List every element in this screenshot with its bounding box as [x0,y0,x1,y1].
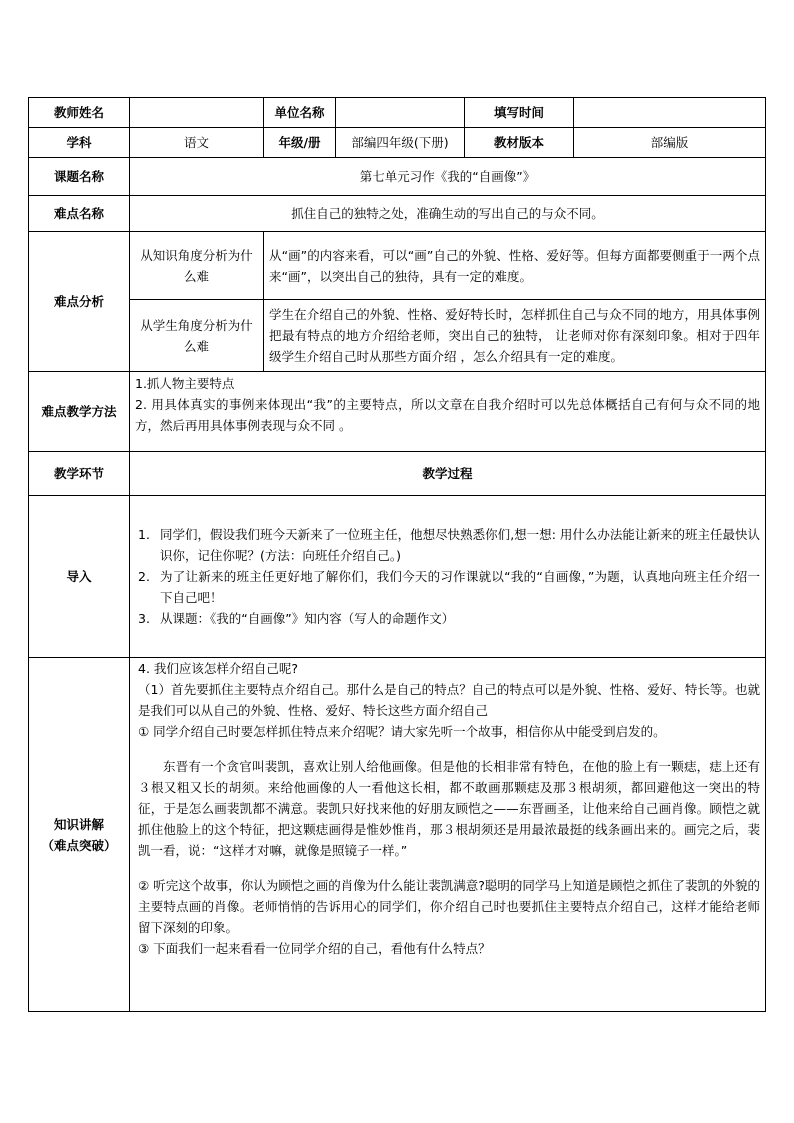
analysis-knowledge-row [29,232,766,300]
intro-item-text: 同学们，假设我们班今天新来了一位班主任，他想尽快熟悉你们,想一想: 用什么办法能让新来的班主任最快认识你，记住你呢？(方法：向班任介绍自己。) [160,527,760,563]
knowledge-paragraph-1: 4. 我们应该怎样介绍自己呢? [138,661,299,676]
unit-name-value [336,98,465,128]
knowledge-label [29,658,130,1012]
method-line-2: 2. 用具体真实的事例来体现出“我”的主要特点，所以文章在自我介绍时可以先总体概括自己有何与众不同的地方，然后再用具体事例表现与众不同 。 [135,397,760,433]
knowledge-paragraph-3: ① 同学介绍自己时要怎样抓住特点来介绍呢？请大家先听一个故事，相信你从中能受到启发的。 [138,724,666,739]
edition-label: 教材版本 [465,128,574,158]
edition-value: 部编版 [574,128,766,158]
topic-row [29,158,766,196]
process-label: 教学过程 [130,452,766,496]
knowledge-angle-text: 从“画”的内容来看，可以“画”自己的外貌、性格、爱好等。但每方面都要侧重于一两个点来“画”，以突出自己的独待，具有一定的难度。 [264,232,766,300]
intro-item-number: 1. [138,527,150,542]
student-angle-text: 学生在介绍自己的外貌、性格、爱好特长时，怎样抓住自己与众不同的地方，用具体事例把最有特点的地方介绍给老师，突出自己的独特， 让老师对你有深刻印象。相对于四年级学生介绍自己时从那些方面介绍 ，怎么介绍具有一定的难度。 [264,300,766,372]
knowledge-paragraph-5: ③ 下面我们一起来看看一位同学介绍的自己，看他有什么特点？ [138,941,491,956]
knowledge-paragraph-4: ② 听完这个故事，你认为顾恺之画的肖像为什么能让裴凯满意?聪明的同学马上知道是顾恺之抓住了裴凯的外貌的主要特点画的肖像。老师悄悄的告诉用心的同学们，你介绍自己时也要抓住主要特点介绍自己，这样才能给老师留下深刻的印象。 [138,878,760,935]
header-row-1 [29,98,766,128]
analysis-student-row [29,300,766,372]
intro-item [138,566,760,608]
method-content [130,372,766,452]
lesson-plan-table [28,97,766,1012]
subject-label: 学科 [29,128,130,158]
intro-content [130,496,766,658]
intro-item-text: 从课题：《我的“自画像”》知内容（写人的命题作文） [160,611,455,626]
fill-date-label: 填写时间 [465,98,574,128]
subject-value: 语文 [130,128,264,158]
intro-item-text: 为了让新来的班主任更好地了解你们，我们今天的习作课就以“我的“自画像，”为题，认真地向班主任介绍一下自己吧！ [160,569,760,605]
intro-label: 导入 [29,496,130,658]
process-header-row [29,452,766,496]
difficulty-row [29,196,766,232]
student-angle-label: 从学生角度分析为什么难 [130,300,264,372]
topic-value: 第七单元习作《我的“自画像”》 [130,158,766,196]
difficulty-label: 难点名称 [29,196,130,232]
intro-item [138,608,760,629]
analysis-label: 难点分析 [29,232,130,372]
header-row-2 [29,128,766,158]
story-paragraph: 东晋有一个贪官叫裴凯，喜欢让别人给他画像。但是他的长相非常有特色，在他的脸上有一颗痣，痣上还有３根又粗又长的胡须。来给他画像的人一看他这长相，都不敢画那颗痣及那３根胡须，都回避他这一突出的特征，于是怎么画裴凯都不满意。裴凯只好找来他的好朋友顾恺之——东晋画圣，让他来给自己画肖像。顾恺之就抓住他脸上的这个特征，把这颗痣画得是惟妙惟肖，那３根胡须还是用最浓最挺的线条画出来的。画完之后，裴凯一看，说：“这样才对嘛，就像是照镜子一样。” [138,759,760,858]
grade-label: 年级/册 [264,128,336,158]
difficulty-value: 抓住自己的独特之处，准确生动的写出自己的与众不同。 [130,196,766,232]
topic-label: 课题名称 [29,158,130,196]
method-line-1: 1.抓人物主要特点 [135,376,235,391]
unit-name-label: 单位名称 [264,98,336,128]
spacer [138,742,760,756]
intro-row [29,496,766,658]
intro-item-number: 2. [138,569,150,584]
teacher-name-value [130,98,264,128]
grade-value: 部编四年级(下册) [336,128,465,158]
knowledge-label-line-2: （难点突破） [41,837,117,853]
spacer [138,861,760,875]
method-label: 难点教学方法 [29,372,130,452]
intro-item [138,524,760,566]
method-row [29,372,766,452]
knowledge-angle-label: 从知识角度分析为什么难 [130,232,264,300]
knowledge-content [130,658,766,1012]
teacher-name-label: 教师姓名 [29,98,130,128]
knowledge-paragraph-2: （1）首先要抓住主要特点介绍自己。那什么是自己的特点？自己的特点可以是外貌、性格、爱好、特长等。也就是我们可以从自己的外貌、性格、爱好、特长这些方面介绍自己 [138,682,760,718]
knowledge-label-line-1: 知识讲解 [53,816,104,832]
intro-item-number: 3. [138,611,150,626]
knowledge-row [29,658,766,1012]
fill-date-value [574,98,766,128]
stage-label: 教学环节 [29,452,130,496]
